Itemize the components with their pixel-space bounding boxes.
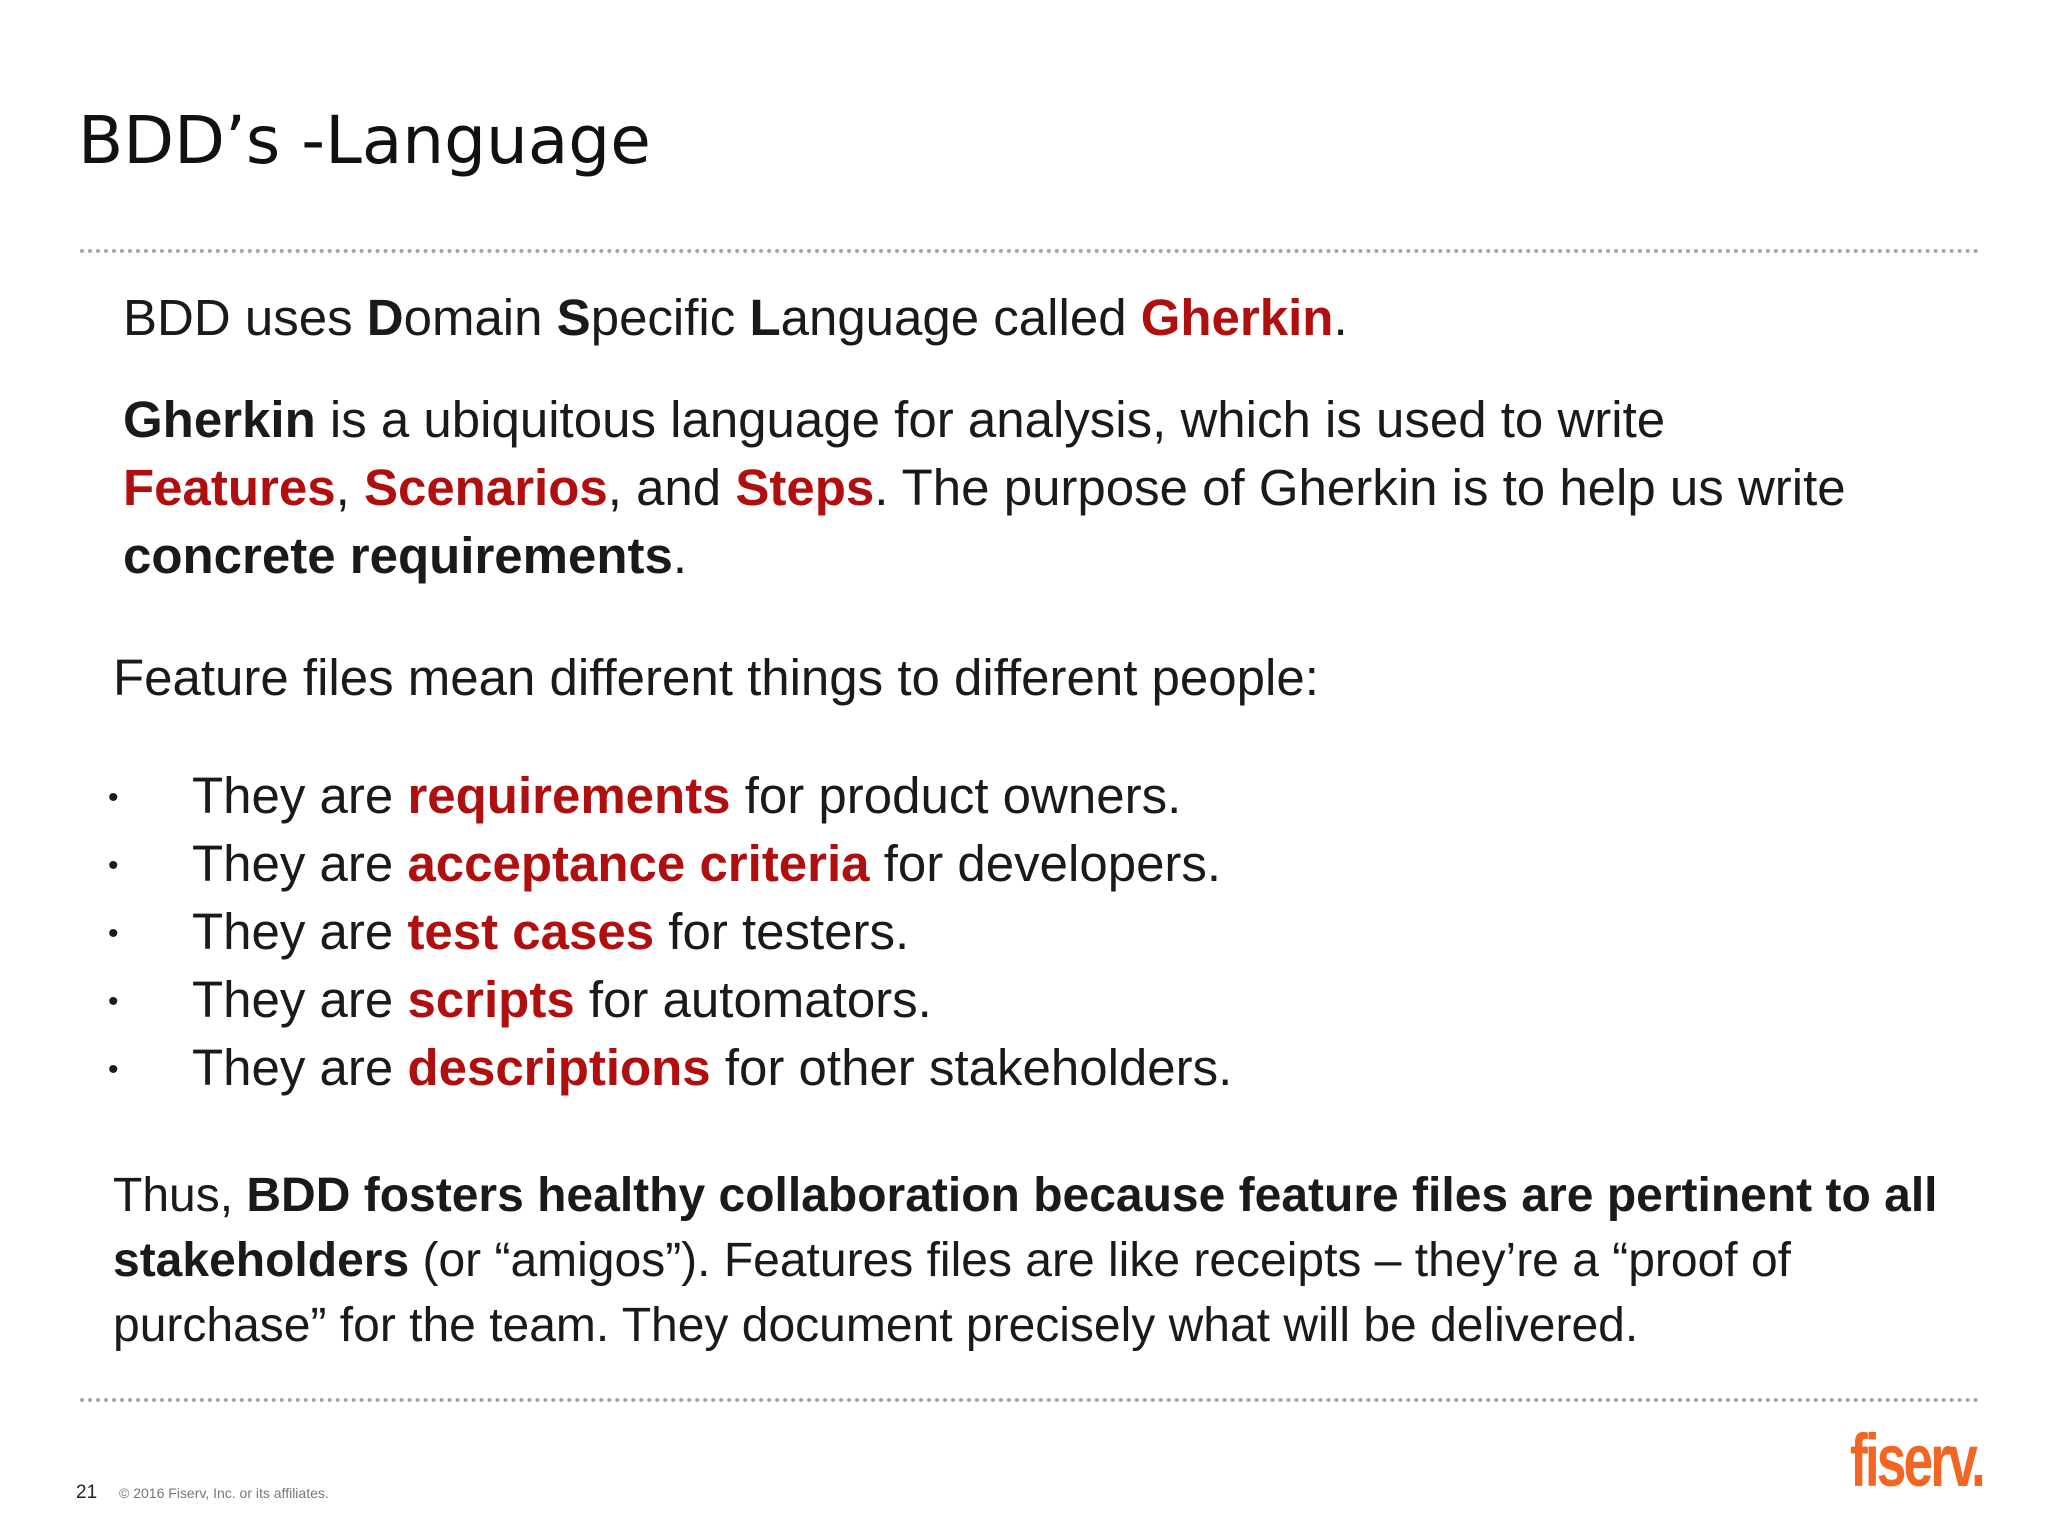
bullet-highlight: descriptions (407, 1039, 711, 1096)
bullet-text: They are (192, 971, 408, 1028)
gherkin-paragraph (123, 386, 1863, 590)
gherkin-text: , (335, 459, 364, 516)
list-item (108, 762, 1232, 830)
bullet-text: They are (192, 835, 408, 892)
intro-text: pecific (590, 289, 750, 346)
intro-text: . (1333, 289, 1348, 346)
conclusion-text: (or “amigos”). Features files are like receipts – they’re a “proof of purchase” for the team. They document precisely what will be delivered. (113, 1234, 1791, 1352)
intro-paragraph (123, 284, 1923, 352)
list-item (108, 1034, 1232, 1102)
slide-title: BDD’s -Language (78, 102, 651, 179)
conclusion-bold: BDD fosters healthy collaboration because feature files are pertinent to all stakeholders (113, 1169, 1938, 1287)
bullet-highlight: acceptance criteria (407, 835, 870, 892)
copyright-notice: © 2016 Fiserv, Inc. or its affiliates. (119, 1485, 329, 1501)
bullet-icon: • (108, 917, 119, 950)
feature-files-intro: Feature files mean different things to different people: (113, 649, 1319, 706)
bullet-text: for other stakeholders. (710, 1039, 1233, 1096)
conclusion-paragraph (113, 1163, 2013, 1358)
gherkin-highlight: Gherkin (1140, 289, 1334, 346)
gherkin-text: . (672, 527, 688, 584)
list-item (108, 830, 1232, 898)
bottom-divider (80, 1398, 1980, 1402)
intro-letter-l: L (749, 289, 781, 346)
top-divider (80, 249, 1980, 253)
list-item (108, 898, 1232, 966)
bullet-highlight: requirements (407, 767, 731, 824)
bullet-icon: • (108, 849, 119, 882)
bullet-text: for automators. (574, 971, 932, 1028)
bullet-text: They are (192, 903, 408, 960)
intro-text: anguage called (780, 289, 1141, 346)
bullet-icon: • (108, 1053, 119, 1086)
bullet-text: They are (192, 1039, 408, 1096)
intro-text: BDD uses (123, 289, 367, 346)
steps-highlight: Steps (735, 459, 875, 516)
features-highlight: Features (123, 459, 336, 516)
gherkin-text: . The purpose of Gherkin is to help us write (874, 459, 1846, 516)
bullet-text: They are (192, 767, 408, 824)
bullet-list (108, 762, 1232, 1102)
intro-text: omain (403, 289, 557, 346)
gherkin-text: is a ubiquitous language for analysis, which is used to write (315, 391, 1666, 448)
intro-letter-s: S (556, 289, 591, 346)
bullet-text: for testers. (654, 903, 910, 960)
bullet-text: for product owners. (730, 767, 1182, 824)
conclusion-text: Thus, (113, 1169, 247, 1222)
concrete-requirements-bold: concrete requirements (123, 527, 673, 584)
gherkin-text: , and (607, 459, 736, 516)
intro-letter-d: D (366, 289, 404, 346)
bullet-icon: • (108, 985, 119, 1018)
bullet-highlight: test cases (407, 903, 655, 960)
page-number: 21 (76, 1482, 98, 1503)
bullet-highlight: scripts (407, 971, 575, 1028)
bullet-text: for developers. (869, 835, 1222, 892)
list-item (108, 966, 1232, 1034)
scenarios-highlight: Scenarios (363, 459, 608, 516)
fiserv-logo: fiserv. (1850, 1419, 1983, 1502)
gherkin-bold: Gherkin (123, 391, 316, 448)
bullet-icon: • (108, 781, 119, 814)
